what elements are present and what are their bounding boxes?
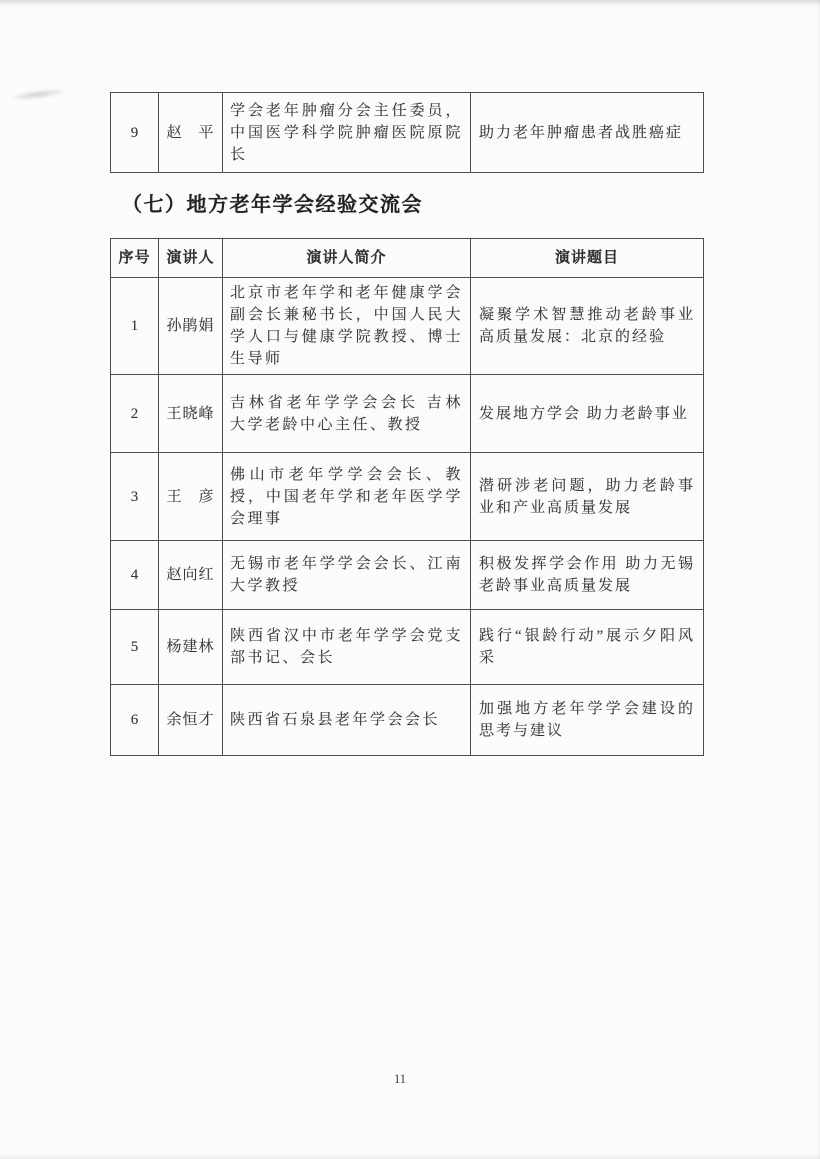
cell-speaker-bio: 陕西省石泉县老年学会会长 [223, 685, 471, 756]
cell-serial-number: 4 [111, 541, 159, 610]
cell-speaker-bio: 佛山市老年学学会会长、教授，中国老年学和老年医学学会理事 [223, 453, 471, 541]
section-heading: （七）地方老年学会经验交流会 [122, 194, 423, 216]
table-row [111, 610, 704, 685]
cell-speech-topic: 积极发挥学会作用 助力无锡老龄事业高质量发展 [471, 541, 704, 610]
cell-speech-topic: 助力老年肿瘤患者战胜癌症 [471, 93, 704, 173]
header-speaker: 演讲人 [159, 239, 223, 278]
header-speaker-bio: 演讲人简介 [223, 239, 471, 278]
cell-speaker-name: 孙鹃娟 [159, 278, 223, 375]
table-row [111, 685, 704, 756]
table-row [111, 278, 704, 375]
cell-serial-number: 6 [111, 685, 159, 756]
scan-artifact-bottom-edge [0, 1154, 820, 1159]
table-row [111, 453, 704, 541]
speakers-table [110, 238, 704, 756]
cell-speech-topic: 践行“银龄行动”展示夕阳风采 [471, 610, 704, 685]
cell-serial-number: 2 [111, 375, 159, 453]
cell-speaker-name: 王晓峰 [159, 375, 223, 453]
cell-speaker-name: 余恒才 [159, 685, 223, 756]
header-speech-topic: 演讲题目 [471, 239, 704, 278]
cell-speaker-bio: 无锡市老年学学会会长、江南大学教授 [223, 541, 471, 610]
table-header-row [111, 239, 704, 278]
table-row [111, 93, 704, 173]
cell-speaker-name: 杨建林 [159, 610, 223, 685]
scan-artifact-smudge [8, 86, 69, 102]
cell-speaker-bio: 北京市老年学和老年健康学会副会长兼秘书长，中国人民大学人口与健康学院教授、博士生导师 [223, 278, 471, 375]
cell-serial-number: 1 [111, 278, 159, 375]
header-serial-number: 序号 [111, 239, 159, 278]
cell-speaker-name: 赵向红 [159, 541, 223, 610]
scan-artifact-top-edge [0, 0, 820, 8]
carryover-speaker-table [110, 92, 704, 173]
cell-speaker-bio: 陕西省汉中市老年学学会党支部书记、会长 [223, 610, 471, 685]
page-number: 11 [393, 1072, 407, 1086]
cell-speech-topic: 凝聚学术智慧推动老龄事业高质量发展：北京的经验 [471, 278, 704, 375]
cell-speaker-name: 赵 平 [159, 93, 223, 173]
cell-speech-topic: 加强地方老年学学会建设的思考与建议 [471, 685, 704, 756]
cell-speaker-name: 王 彦 [159, 453, 223, 541]
cell-speaker-bio: 学会老年肿瘤分会主任委员，中国医学科学院肿瘤医院原院长 [223, 93, 471, 173]
cell-speech-topic: 潜研涉老问题，助力老龄事业和产业高质量发展 [471, 453, 704, 541]
cell-speaker-bio: 吉林省老年学学会会长 吉林大学老龄中心主任、教授 [223, 375, 471, 453]
cell-serial-number: 3 [111, 453, 159, 541]
table-row [111, 541, 704, 610]
cell-serial-number: 9 [111, 93, 159, 173]
table-row [111, 375, 704, 453]
cell-serial-number: 5 [111, 610, 159, 685]
cell-speech-topic: 发展地方学会 助力老龄事业 [471, 375, 704, 453]
